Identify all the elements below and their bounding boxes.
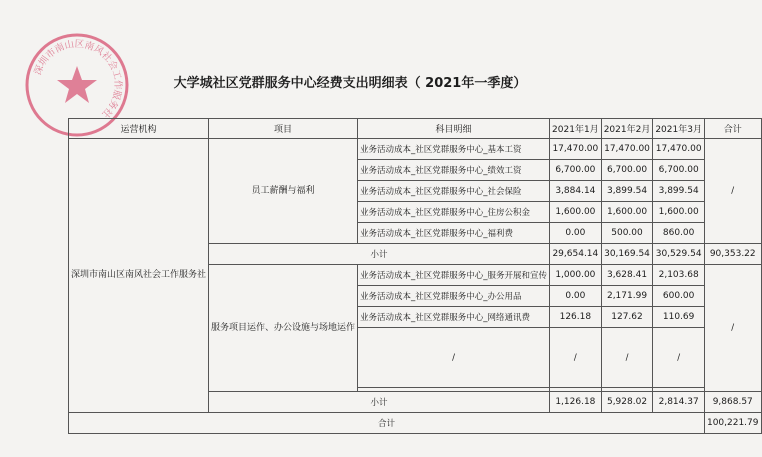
section-name: 服务项目运作、办公设施与场地运作	[209, 265, 358, 392]
section-name: 员工薪酬与福利	[209, 139, 358, 244]
jan-cell: 0.00	[550, 223, 602, 244]
feb-cell: 3,899.54	[601, 181, 653, 202]
subtotal-total: 9,868.57	[704, 392, 761, 413]
item-cell: /	[358, 328, 550, 388]
jan-cell: 6,700.00	[550, 160, 602, 181]
item-cell: 业务活动成本_社区党群服务中心_服务开展和宣传	[358, 265, 550, 286]
feb-cell: 2,171.99	[601, 286, 653, 307]
mar-cell: 860.00	[653, 223, 705, 244]
org-name: 深圳市南山区南风社会工作服务社	[69, 139, 209, 413]
row-total-cell: /	[704, 139, 761, 244]
row-total-cell: /	[704, 265, 761, 392]
feb-cell: 500.00	[601, 223, 653, 244]
jan-cell: /	[550, 328, 602, 388]
item-cell: 业务活动成本_社区党群服务中心_网络通讯费	[358, 307, 550, 328]
header-row	[69, 119, 762, 139]
header-feb: 2021年2月	[601, 119, 653, 139]
mar-cell: 6,700.00	[653, 160, 705, 181]
subtotal-mar: 30,529.54	[653, 244, 705, 265]
mar-cell: 110.69	[653, 307, 705, 328]
item-cell: 业务活动成本_社区党群服务中心_办公用品	[358, 286, 550, 307]
feb-cell: /	[601, 328, 653, 388]
jan-cell: 3,884.14	[550, 181, 602, 202]
jan-cell: 0.00	[550, 286, 602, 307]
item-cell: 业务活动成本_社区党群服务中心_基本工资	[358, 139, 550, 160]
subtotal-jan: 1,126.18	[550, 392, 602, 413]
feb-cell: 6,700.00	[601, 160, 653, 181]
subtotal-total: 90,353.22	[704, 244, 761, 265]
mar-cell: 17,470.00	[653, 139, 705, 160]
jan-cell: 1,600.00	[550, 202, 602, 223]
header-total: 合计	[704, 119, 761, 139]
feb-cell: 1,600.00	[601, 202, 653, 223]
page-title: 大学城社区党群服务中心经费支出明细表（ 2021年一季度）	[173, 76, 527, 91]
feb-cell: 3,628.41	[601, 265, 653, 286]
item-cell: 业务活动成本_社区党群服务中心_福利费	[358, 223, 550, 244]
grand-total-value: 100,221.79	[704, 413, 761, 434]
feb-cell: 127.62	[601, 307, 653, 328]
seal-text: 深圳市南山区南风社会工作服务社	[32, 38, 124, 120]
item-cell: 业务活动成本_社区党群服务中心_绩效工资	[358, 160, 550, 181]
jan-cell: 126.18	[550, 307, 602, 328]
item-cell: 业务活动成本_社区党群服务中心_社会保险	[358, 181, 550, 202]
grand-total-label: 合计	[69, 413, 705, 434]
subtotal-mar: 2,814.37	[653, 392, 705, 413]
mar-cell: 3,899.54	[653, 181, 705, 202]
subtotal-feb: 5,928.02	[601, 392, 653, 413]
jan-cell: 17,470.00	[550, 139, 602, 160]
feb-cell: 17,470.00	[601, 139, 653, 160]
subtotal-jan: 29,654.14	[550, 244, 602, 265]
mar-cell: 2,103.68	[653, 265, 705, 286]
header-jan: 2021年1月	[550, 119, 602, 139]
header-mar: 2021年3月	[653, 119, 705, 139]
mar-cell: /	[653, 328, 705, 388]
header-org: 运营机构	[69, 119, 209, 139]
mar-cell: 600.00	[653, 286, 705, 307]
header-item: 科目明细	[358, 119, 550, 139]
table-row	[69, 139, 762, 160]
mar-cell: 1,600.00	[653, 202, 705, 223]
expense-table	[68, 118, 762, 434]
grand-total-row	[69, 413, 762, 434]
jan-cell: 1,000.00	[550, 265, 602, 286]
subtotal-feb: 30,169.54	[601, 244, 653, 265]
item-cell: 业务活动成本_社区党群服务中心_住房公积金	[358, 202, 550, 223]
subtotal-label: 小计	[209, 244, 550, 265]
subtotal-label: 小计	[209, 392, 550, 413]
header-project: 项目	[209, 119, 358, 139]
